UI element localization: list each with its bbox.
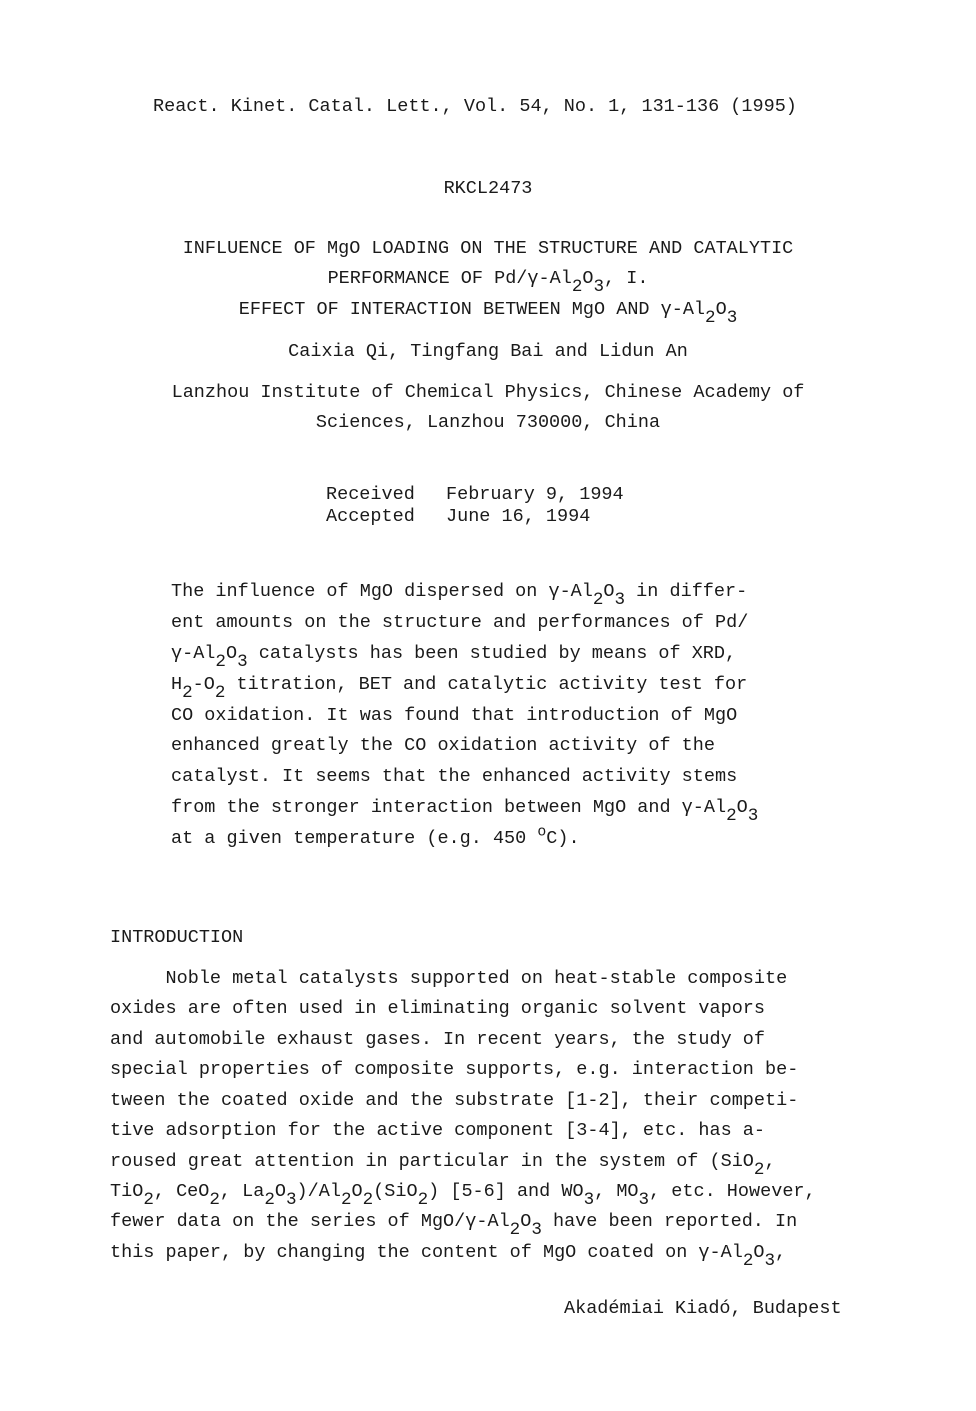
accepted-row <box>326 506 624 528</box>
body-line: Noble metal catalysts supported on heat-stable composite <box>110 968 788 989</box>
body-line: special properties of composite supports, e.g. interaction be- <box>110 1059 799 1080</box>
received-accepted-dates <box>326 484 624 528</box>
accepted-date: June 16, 1994 <box>446 506 591 527</box>
body-line: oxides are often used in eliminating organic solvent vapors <box>110 998 766 1019</box>
body-line: tween the coated oxide and the substrate [1-2], their competi- <box>110 1090 799 1111</box>
section-heading-introduction: INTRODUCTION <box>110 927 244 948</box>
authors: Caixia Qi, Tingfang Bai and Lidun An <box>288 341 688 362</box>
body-line: fewer data on the series of MgO/$\gamma-Al_2O_3$ have been reported. In <box>110 1211 798 1240</box>
body-line: and automobile exhaust gases. In recent years, the study of <box>110 1029 766 1050</box>
abstract-line: $H_2-O_2$ titration, BET and catalytic activity test for <box>171 674 748 703</box>
received-row <box>326 484 624 506</box>
body-line: tive adsorption for the active component [3-4], etc. has a- <box>110 1120 766 1141</box>
publisher-footer: Akadémiai Kiadó, Budapest <box>564 1298 842 1319</box>
received-date: February 9, 1994 <box>446 484 624 505</box>
body-line: roused great attention in particular in the system of (SiO$_2$, <box>110 1151 776 1180</box>
abstract-line: ent amounts on the structure and performances of Pd/ <box>171 612 749 633</box>
abstract-line: enhanced greatly the CO oxidation activity of the <box>171 735 715 756</box>
affiliation-line-1: Lanzhou Institute of Chemical Physics, Chinese Academy of <box>171 382 805 403</box>
abstract-line: catalyst. It seems that the enhanced activity stems <box>171 766 738 787</box>
accepted-label: Accepted <box>326 506 415 527</box>
abstract-line: CO oxidation. It was found that introduction of MgO <box>171 705 738 726</box>
journal-reference: React. Kinet. Catal. Lett., Vol. 54, No. 1, 131-136 (1995) <box>153 96 797 117</box>
body-line: TiO$_2$, CeO$_2$, $La_2O_3)/Al_2O_2(SiO_2)$ [5-6] and $WO_3$, $MO_3$, etc. However, <box>110 1181 816 1210</box>
body-line: this paper, by changing the content of MgO coated on $\gamma-Al_2O_3$, <box>110 1242 787 1271</box>
affiliation-line-2: Sciences, Lanzhou 730000, China <box>315 412 661 433</box>
article-code: RKCL2473 <box>443 178 533 199</box>
abstract-line: $\gamma-Al_2O_3$ catalysts has been studied by means of XRD, <box>171 643 737 672</box>
received-label: Received <box>326 484 415 505</box>
title-line-2: PERFORMANCE OF $Pd/\gamma-Al_2O_3$, I. <box>327 268 649 297</box>
title-line-1: INFLUENCE OF MgO LOADING ON THE STRUCTURE AND CATALYTIC <box>182 238 794 259</box>
title-line-3: EFFECT OF INTERACTION BETWEEN MgO AND $\gamma-Al_2O_3$ <box>238 299 738 328</box>
abstract-line: from the stronger interaction between MgO and $\gamma-Al_2O_3$ <box>171 797 759 826</box>
abstract-line: at a given temperature (e.g. 450 $^o$C). <box>171 824 580 849</box>
abstract-line: The influence of MgO dispersed on $\gamma-Al_2O_3$ in differ- <box>171 581 748 610</box>
